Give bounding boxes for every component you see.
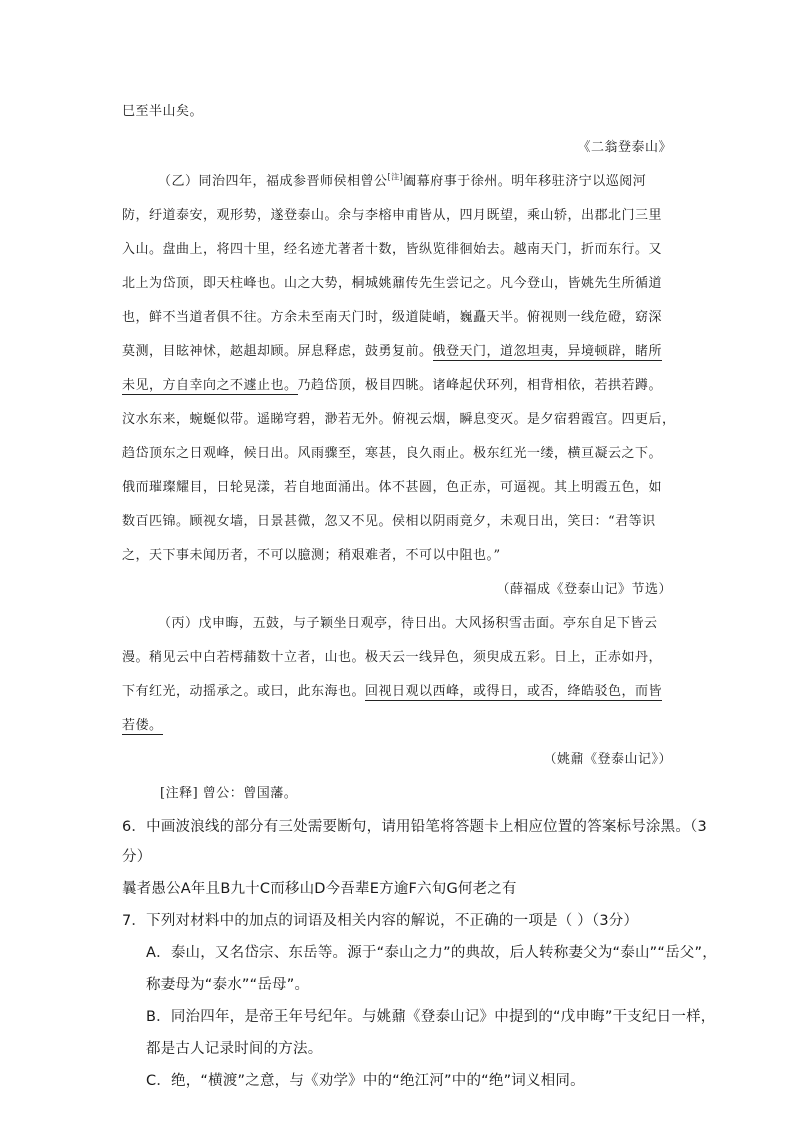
question-7-option-a-cont: 称妻母为“泰水”“岳母”。 bbox=[146, 977, 310, 993]
passage-b-line-3: 入山。盘曲上，将四十里，经名迹尤著者十数，皆纵览徘徊始去。越南天门，折而东行。又 bbox=[122, 242, 663, 257]
passage-c-line-2: 漫。稍见云中白若樗蒱数十立者，山也。极天云一线异色，须臾成五彩。日上，正赤如丹， bbox=[122, 650, 663, 665]
passage-c-line-3: 下有红光，动摇承之。或曰，此东海也。回视日观以西峰，或得日，或否，绛皓驳色，而皆 bbox=[122, 684, 663, 699]
passage-b-line-5: 也，鲜不当道者俱不往。方余未至南天门时，级道陡峭，巍矗天半。俯视则一线危磴，窈深 bbox=[122, 310, 663, 325]
underlined-sentence: 回视日观以西峰，或得日，或否，绛皓驳色，而皆 bbox=[365, 684, 663, 699]
underlined-sentence: 未见，方自幸向之不遽止也。 bbox=[122, 378, 298, 393]
passage-c-line-1: （丙）戊申晦，五鼓，与子颖坐日观亭，待日出。大风扬积雪击面。亭东自足下皆云 bbox=[158, 616, 658, 631]
footnote-marker: [注] bbox=[387, 172, 404, 182]
passage-b-line-2: 防，纡道泰安，观形势，遂登泰山。余与李榕申甫皆从，四月既望，乘山轿，出郡北门三里 bbox=[122, 208, 663, 223]
question-6-stem-cont: 分） bbox=[122, 849, 152, 865]
passage-b-line-6: 莫测，目眩神怵，趑趄却顾。屏息释虑，鼓勇复前。俄登天门，道忽坦夷，异境顿辟，睹所 bbox=[122, 344, 663, 359]
passage-a-tail-line: 巳至半山矣。 bbox=[122, 104, 204, 119]
question-7-option-a: A．泰山，又名岱宗、东岳等。源于“泰山之力”的典故，后人转称妻父为“泰山”“岳父”， bbox=[146, 945, 717, 961]
question-7-stem: 7．下列对材料中的加点的词语及相关内容的解说，不正确的一项是（ ）（3分） bbox=[122, 913, 639, 929]
underlined-sentence: 若偻。 bbox=[122, 718, 163, 733]
passage-a-source: 《二翁登泰山》 bbox=[577, 140, 672, 155]
passage-b-line-10: 俄而璀璨耀目，日轮晃漾，若自地面涌出。体不甚圆，色正赤，可逼视。其上明霞五色，如 bbox=[122, 480, 663, 495]
passage-c-line-4 bbox=[122, 714, 163, 733]
passage-b-line-9: 趋岱顶东之日观峰，候日出。风雨骤至，寒甚，良久雨止。极东红光一缕，横亘凝云之下。 bbox=[122, 446, 663, 461]
passage-c-source: （姚鼐《登泰山记》） bbox=[543, 752, 672, 767]
passage-b-line-4: 北上为岱顶，即天柱峰也。山之大势，桐城姚鼐传先生尝记之。凡今登山，皆姚先生所循道 bbox=[122, 276, 663, 291]
passage-b-line-12: 之，天下事未闻历者，不可以臆测；稍艰难者，不可以中阻也。” bbox=[122, 548, 501, 563]
passage-b-line-7: 未见，方自幸向之不遽止也。乃趋岱顶，极目四眺。诸峰起伏环列，相背相依，若拱若蹲。 bbox=[122, 378, 663, 393]
passage-b-source: （薛福成《登泰山记》节选） bbox=[496, 582, 672, 597]
question-7-option-c: C．绝，“横渡”之意，与《劝学》中的“绝江河”中的“绝”词义相同。 bbox=[146, 1073, 585, 1089]
question-6-options: 曩者愚公A年且B九十C而移山D今吾辈E方逾F六旬G何老之有 bbox=[122, 881, 517, 897]
footnote: [注释] 曾公：曾国藩。 bbox=[160, 786, 298, 801]
passage-b-line-11: 数百匹锦。顾视女墙，日景甚微，忽又不见。侯相以阴雨竟夕，未观日出，笑曰：“君等识 bbox=[122, 514, 656, 529]
passage-b-line-1: （乙）同治四年，福成参晋师侯相曾公[注]阖幕府事于徐州。明年移驻济宁以巡阅河 bbox=[158, 172, 647, 189]
question-6-stem: 6．中画波浪线的部分有三处需要断句，请用铅笔将答题卡上相应位置的答案标号涂黑。（3 bbox=[122, 819, 707, 835]
underlined-sentence: 俄登天门，道忽坦夷，异境顿辟，睹所 bbox=[432, 344, 663, 359]
passage-b-line-8: 汶水东来，蜿蜒似带。遥睇穹碧，渺若无外。俯视云烟，瞬息变灭。是夕宿碧霞宫。四更后， bbox=[122, 412, 676, 427]
question-7-option-b-cont: 都是古人记录时间的方法。 bbox=[146, 1041, 323, 1057]
question-7-option-b: B．同治四年，是帝王年号纪年。与姚鼐《登泰山记》中提到的“戊申晦”干支纪日一样， bbox=[146, 1009, 716, 1025]
